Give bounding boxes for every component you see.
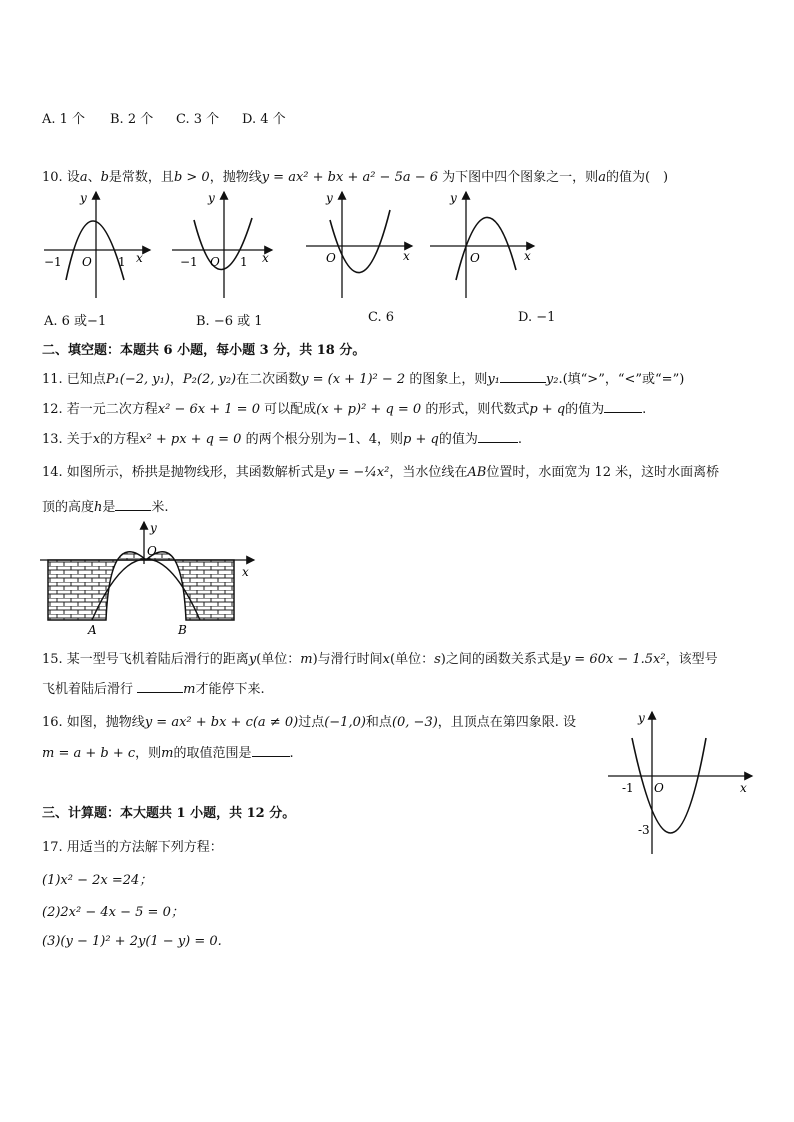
- q10-option-a: A. 6 或−1: [44, 314, 107, 329]
- q10-graph-d: [430, 191, 534, 298]
- q9-option-b: B. 2 个: [110, 112, 154, 127]
- q12-question: 12. 若一元二次方程x² − 6x + 1 = 0 可以配成(x + p)² + q = 0 的形式，则代数式p + q的值为 .: [42, 402, 647, 417]
- q10-graphs: [0, 180, 560, 305]
- q15-question-line1: 15. 某一型号飞机着陆后滑行的距离y(单位：m)与滑行时间x(单位：s)之间的函数关系式是y = 60x − 1.5x²，该型号: [42, 652, 718, 667]
- svg-text:O: O: [326, 251, 336, 265]
- q10-graph-c: [306, 191, 412, 298]
- svg-text:1: 1: [240, 255, 248, 269]
- q14-question-line1: 14. 如图所示，桥拱是抛物线形，其函数解析式是y = −¼x²，当水位线在AB位置时，水面宽为 12 米，这时水面离桥: [42, 465, 720, 480]
- svg-text:x: x: [136, 251, 143, 265]
- svg-text:x: x: [403, 249, 410, 263]
- q11-question: 11. 已知点P₁(−2, y₁)，P₂(2, y₂)在二次函数y = (x + 1)² − 2 的图象上，则y₁ y₂.(填“>”，“<”或“=”): [42, 372, 685, 387]
- svg-text:1: 1: [118, 255, 126, 269]
- svg-text:x: x: [262, 251, 269, 265]
- svg-text:B: B: [178, 623, 187, 637]
- svg-text:−1: −1: [44, 255, 62, 269]
- svg-text:y: y: [150, 521, 157, 535]
- svg-text:y: y: [80, 191, 87, 205]
- svg-text:A: A: [88, 623, 97, 637]
- q17-title: 17. 用适当的方法解下列方程：: [42, 840, 223, 855]
- q14-question-line2: 顶的高度h是 米.: [42, 500, 169, 515]
- q15-answer-blank[interactable]: [137, 680, 183, 693]
- q14-answer-blank[interactable]: [115, 498, 151, 511]
- bridge-wall: [48, 552, 234, 620]
- q13-question: 13. 关于x的方程x² + px + q = 0 的两个根分别为−1、4，则p + q的值为 .: [42, 432, 522, 447]
- q16-question-line2: m = a + b + c，则m的取值范围是 .: [42, 746, 294, 761]
- svg-text:y: y: [208, 191, 215, 205]
- section-2-heading: 二、填空题：本题共 6 小题，每小题 3 分，共 18 分。: [42, 343, 366, 358]
- q16-answer-blank[interactable]: [252, 744, 290, 757]
- q9-option-d: D. 4 个: [242, 112, 286, 127]
- svg-text:-3: -3: [638, 823, 650, 837]
- q16-parabola-figure: [606, 708, 756, 858]
- svg-text:y: y: [450, 191, 457, 205]
- svg-text:O: O: [654, 781, 664, 795]
- q9-option-a: A. 1 个: [42, 112, 86, 127]
- q10-graph-b: [172, 191, 272, 298]
- q13-answer-blank[interactable]: [478, 430, 518, 443]
- q11-answer-blank[interactable]: [500, 370, 546, 383]
- svg-text:y: y: [326, 191, 333, 205]
- svg-text:O: O: [210, 255, 220, 269]
- q10-option-d: D. −1: [518, 310, 556, 325]
- q15-question-line2: 飞机着陆后滑行 m才能停下来.: [42, 682, 265, 697]
- svg-text:-1: -1: [622, 781, 634, 795]
- q14-bridge-figure: [40, 518, 270, 638]
- svg-text:y: y: [638, 711, 645, 725]
- q10-option-b: B. −6 或 1: [196, 314, 263, 329]
- section-3-heading: 三、计算题：本大题共 1 小题，共 12 分。: [42, 806, 296, 821]
- q10-option-c: C. 6: [368, 310, 395, 325]
- q12-answer-blank[interactable]: [604, 400, 642, 413]
- svg-text:O: O: [470, 251, 480, 265]
- q10-question: 10. 设a、b是常数，且b > 0，抛物线y = ax² + bx + a² − 5a − 6 为下图中四个图象之一，则a的值为( ): [42, 170, 669, 185]
- svg-text:−1: −1: [180, 255, 198, 269]
- q16-question-line1: 16. 如图，抛物线y = ax² + bx + c(a ≠ 0)过点(−1,0)和点(0, −3)，且顶点在第四象限. 设: [42, 715, 577, 730]
- svg-text:x: x: [740, 781, 747, 795]
- q9-option-c: C. 3 个: [176, 112, 220, 127]
- q17-item-1: (1)x² − 2x =24；: [42, 873, 153, 888]
- svg-text:x: x: [242, 565, 249, 579]
- svg-text:O: O: [147, 544, 157, 558]
- q17-item-3: (3)(y − 1)² + 2y(1 − y) = 0.: [42, 934, 222, 949]
- q17-item-2: (2)2x² − 4x − 5 = 0；: [42, 905, 184, 920]
- svg-text:x: x: [524, 249, 531, 263]
- svg-text:O: O: [82, 255, 92, 269]
- q10-graph-a: [44, 191, 150, 298]
